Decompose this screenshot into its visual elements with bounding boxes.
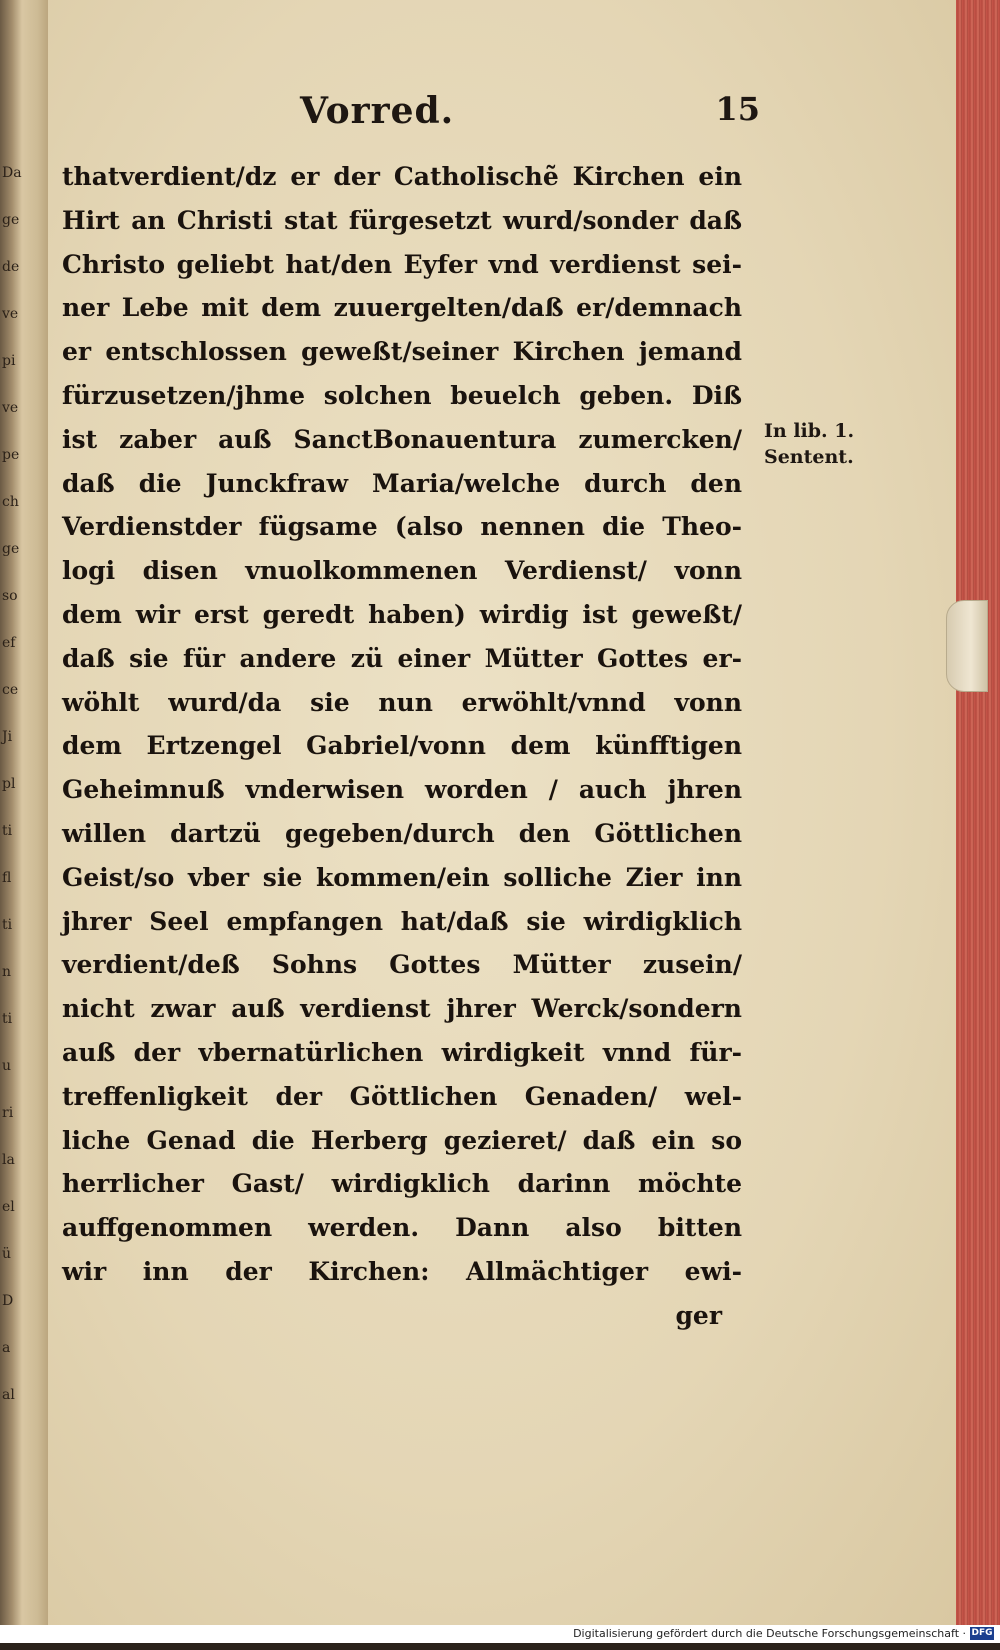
text-line: herrlicher Gast/ wirdigklich darinn möchte <box>62 1169 742 1199</box>
text-line: treffenligkeit der Göttlichen Genaden/ wel- <box>62 1081 742 1111</box>
text-line: ner Lebe mit dem zuuergelten/daß er/demnach <box>62 293 742 323</box>
text-line: jhrer Seel empfangen hat/daß sie wirdigklich <box>62 906 742 936</box>
left-fragment: ve <box>2 306 19 322</box>
left-fragment: ti <box>2 917 13 933</box>
page-edge-red <box>956 0 1000 1625</box>
text-line: fürzusetzen/jhme solchen beuelch geben. Diß <box>62 380 742 410</box>
running-title: Vorred. <box>300 90 455 132</box>
left-fragment: ti <box>2 823 13 839</box>
left-fragment: ü <box>2 1246 12 1262</box>
left-fragment: el <box>2 1199 15 1215</box>
page-number: 15 <box>715 90 760 128</box>
text-line: wöhlt wurd/da sie nun erwöhlt/vnnd vonn <box>62 687 742 717</box>
page-header <box>300 90 760 140</box>
left-fragment: u <box>2 1058 12 1074</box>
text-line: willen dartzü gegeben/durch den Göttlichen <box>62 818 742 848</box>
left-fragment: pe <box>2 447 20 463</box>
left-fragment: D <box>2 1293 14 1309</box>
left-fragment: ce <box>2 682 19 698</box>
text-line: Geheimnuß vnderwisen worden / auch jhren <box>62 775 742 805</box>
text-line: daß die Junckfraw Maria/welche durch den <box>62 468 742 498</box>
text-line: ist zaber auß SanctBonauentura zumercken/ <box>62 424 742 454</box>
left-page-text-fragments <box>0 150 22 1650</box>
marginal-note-line: In lib. 1. <box>764 420 855 442</box>
text-line: auffgenommen werden. Dann also bitten <box>62 1213 742 1243</box>
text-line: dem Ertzengel Gabriel/vonn dem künfftigen <box>62 731 742 761</box>
funding-credit: Digitalisierung gefördert durch die Deutsche Forschungsgemeinschaft · <box>573 1627 966 1640</box>
left-fragment: ti <box>2 1011 13 1027</box>
catchword: ger <box>675 1300 722 1330</box>
left-fragment: n <box>2 964 12 980</box>
left-fragment: a <box>2 1340 11 1356</box>
text-line: verdient/deß Sohns Gottes Mütter zusein/ <box>62 950 742 980</box>
left-fragment: Ji <box>2 729 13 745</box>
text-line: Geist/so vber sie kommen/ein solliche Zier inn <box>62 862 742 892</box>
text-line: Verdienstder fügsame (also nennen die Theo- <box>62 512 742 542</box>
text-line: logi disen vnuolkommenen Verdienst/ vonn <box>62 556 742 586</box>
left-fragment: de <box>2 259 20 275</box>
left-page-edge <box>0 0 22 1643</box>
left-fragment: al <box>2 1387 15 1403</box>
left-fragment: ri <box>2 1105 14 1121</box>
left-fragment: pi <box>2 353 16 369</box>
text-line: daß sie für andere zü einer Mütter Gottes er- <box>62 643 742 673</box>
left-fragment: so <box>2 588 18 604</box>
text-line: auß der vbernatürlichen wirdigkeit vnnd für- <box>62 1037 742 1067</box>
page-edge-clasp <box>946 600 988 692</box>
text-line: nicht zwar auß verdienst jhrer Werck/sondern <box>62 994 742 1024</box>
left-fragment: la <box>2 1152 15 1168</box>
text-line: wir inn der Kirchen: Allmächtiger ewi- <box>62 1256 742 1286</box>
left-fragment: ve <box>2 400 19 416</box>
body-text <box>62 155 742 1338</box>
dfg-logo: DFG <box>971 1628 993 1638</box>
left-fragment: pl <box>2 776 16 792</box>
text-line: Hirt an Christi stat fürgesetzt wurd/sonder daß <box>62 205 742 235</box>
left-fragment: Da <box>2 165 22 181</box>
left-fragment: ef <box>2 635 16 651</box>
left-fragment: fl <box>2 870 12 886</box>
text-line: er entschlossen geweßt/seiner Kirchen jemand <box>62 337 742 367</box>
marginal-note-line: Sentent. <box>764 446 854 468</box>
book-gutter <box>22 0 48 1643</box>
left-fragment: ge <box>2 541 20 557</box>
text-line: liche Genad die Herberg gezieret/ daß ein so <box>62 1125 742 1155</box>
text-line: thatverdient/dz er der Catholischẽ Kirchen ein <box>62 162 742 191</box>
left-fragment: ge <box>2 212 20 228</box>
marginal-note <box>764 418 884 470</box>
text-line: Christo geliebt hat/den Eyfer vnd verdienst sei- <box>62 249 742 279</box>
text-line: dem wir erst geredt haben) wirdig ist geweßt/ <box>62 599 742 629</box>
left-fragment: ch <box>2 494 19 510</box>
